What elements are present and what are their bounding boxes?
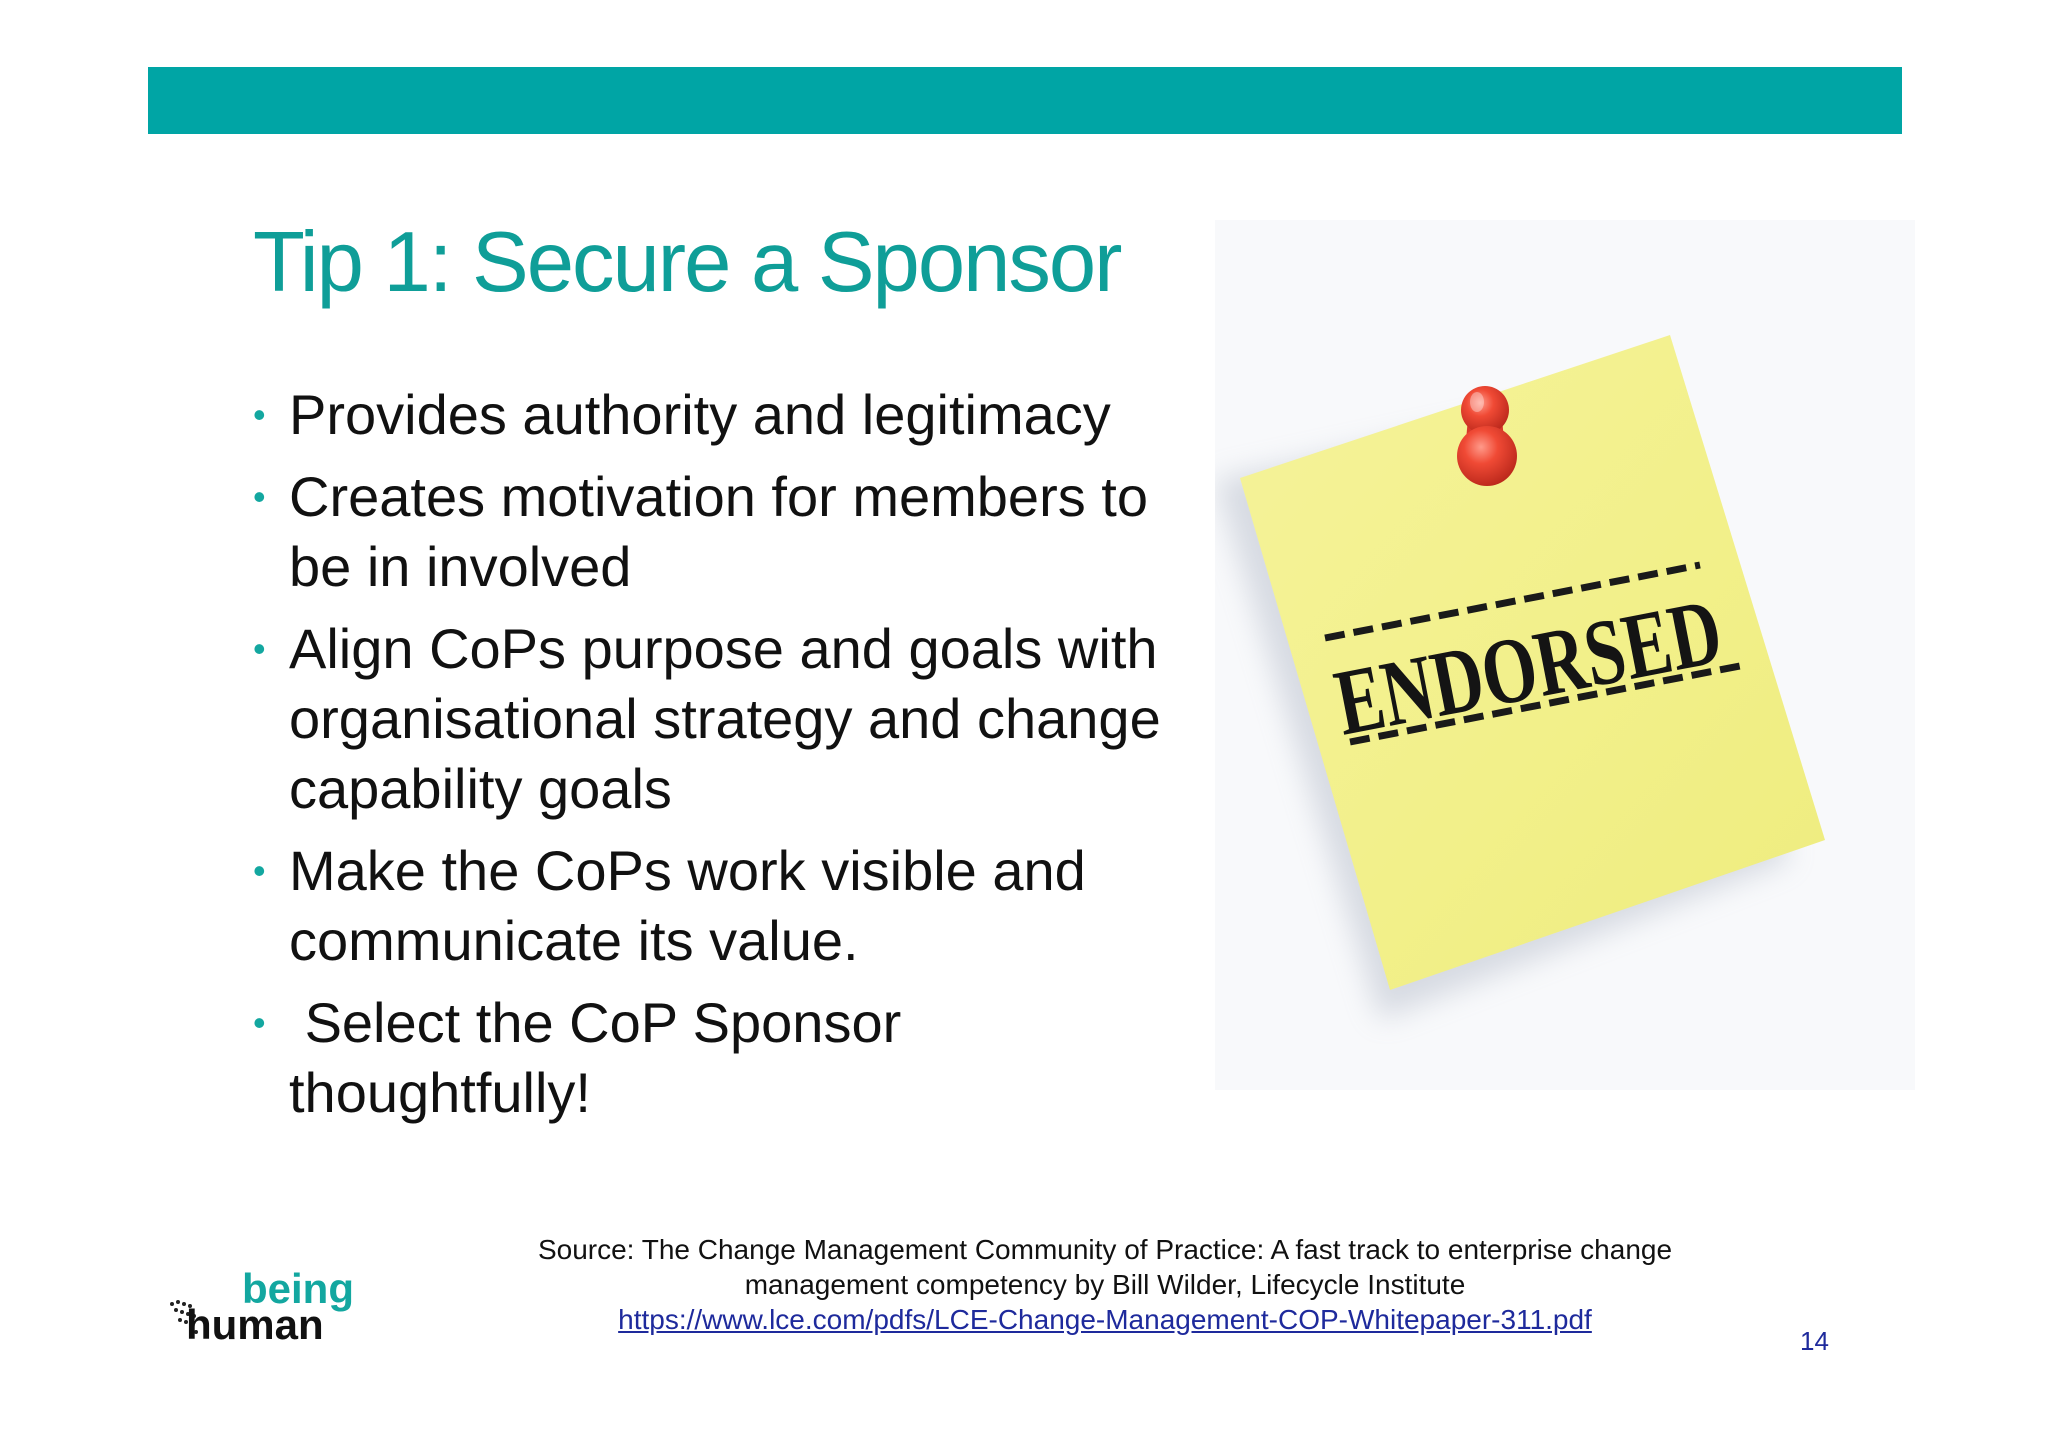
endorsed-stamp-text: ENDORSED bbox=[1327, 553, 1860, 756]
bullet-marker: • bbox=[253, 850, 266, 891]
bullet-item bbox=[253, 988, 1213, 1128]
bullet-marker: • bbox=[253, 394, 266, 435]
page-number: 14 bbox=[1800, 1326, 1829, 1356]
bullet-item bbox=[253, 836, 1213, 976]
bullet-marker: • bbox=[253, 1002, 266, 1043]
bullet-item bbox=[253, 380, 1213, 450]
sticky-note-illustration bbox=[1215, 220, 1915, 1090]
source-citation bbox=[480, 1232, 1730, 1337]
logo-word-human: human bbox=[186, 1301, 324, 1348]
bullet-item bbox=[253, 462, 1213, 602]
being-human-logo bbox=[168, 1265, 378, 1348]
logo-word-being: being bbox=[242, 1265, 354, 1312]
endorsed-sticky-note-image bbox=[1215, 220, 1915, 1090]
bullet-text: Creates motivation for members to be in involved bbox=[289, 465, 1148, 598]
bullet-marker: • bbox=[253, 628, 266, 669]
bullet-text: Align CoPs purpose and goals with organisational strategy and change capability goals bbox=[289, 617, 1161, 820]
bullet-list bbox=[253, 380, 1213, 1140]
bullet-item bbox=[253, 614, 1213, 824]
bullet-text: Provides authority and legitimacy bbox=[289, 383, 1111, 446]
source-link[interactable]: https://www.lce.com/pdfs/LCE-Change-Management-COP-Whitepaper-311.pdf bbox=[618, 1304, 1592, 1335]
slide-title: Tip 1: Secure a Sponsor bbox=[253, 215, 1121, 310]
bullet-text: Make the CoPs work visible and communicate its value. bbox=[289, 839, 1086, 972]
bullet-marker: • bbox=[253, 476, 266, 517]
source-line-1: Source: The Change Management Community of Practice: A fast track to enterprise change bbox=[537, 1234, 1673, 1265]
top-accent-bar bbox=[148, 67, 1902, 134]
source-line-2: management competency by Bill Wilder, Lifecycle Institute bbox=[744, 1269, 1466, 1300]
bullet-text: Select the CoP Sponsor thoughtfully! bbox=[289, 991, 902, 1124]
